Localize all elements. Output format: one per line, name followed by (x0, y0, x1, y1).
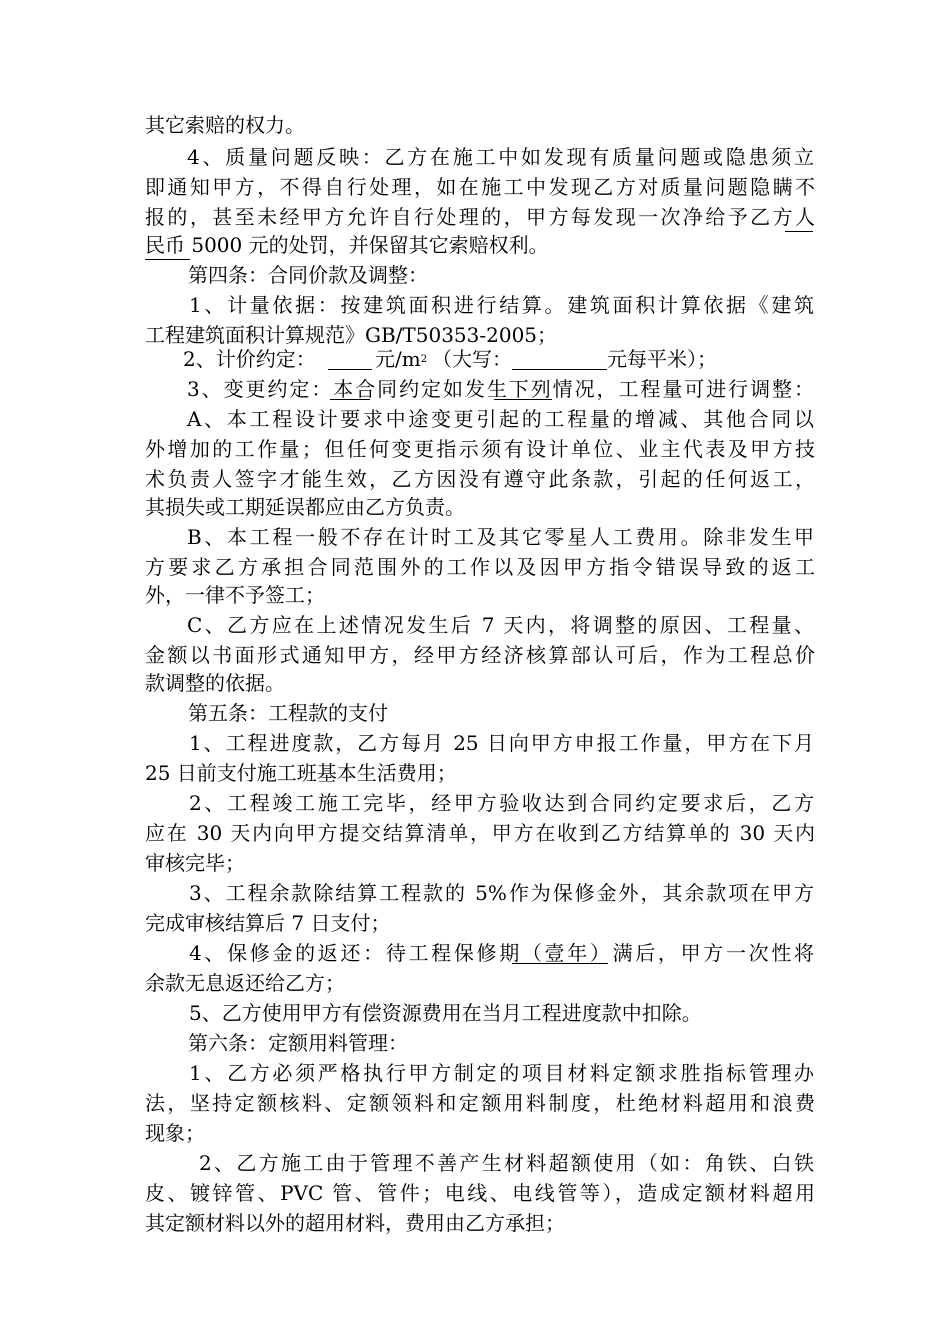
paragraph-line: 应在 30 天内向甲方提交结算清单，甲方在收到乙方结算单的 30 天内 (145, 821, 815, 845)
paragraph-line: 法，坚持定额核料、定额领料和定额用料制度，杜绝材料超用和浪费 (145, 1091, 815, 1115)
paragraph-line: 工程建筑面积计算规范》GB/T50353-2005； (145, 323, 558, 347)
paragraph-line: 审核完毕； (145, 851, 245, 875)
paragraph-line: 5、乙方使用甲方有偿资源费用在当月工程进度款中扣除。 (189, 1001, 702, 1025)
paragraph-line: 3、工程余款除结算工程款的 5%作为保修金外，其余款项在甲方 (189, 881, 814, 905)
paragraph-line: 4、质量问题反映：乙方在施工中如发现有质量问题或隐患须立 (187, 145, 814, 169)
price-unit: 元$/m^2$ (375, 347, 428, 371)
underline (494, 399, 552, 400)
price-capital-unit: 元每平米）； (607, 347, 717, 371)
paragraph-line: 其定额材料以外的超用材料，费用由乙方承担； (145, 1211, 565, 1235)
paragraph-line: 方要求乙方承担合同范围外的工作以及因甲方指令错误导致的返工 (145, 555, 815, 579)
underline (512, 963, 608, 964)
paragraph-line: 其它索赔的权力。 (145, 113, 305, 137)
price-blank-underline[interactable] (328, 369, 372, 370)
paragraph-line: 1、工程进度款，乙方每月 25 日向甲方申报工作量，甲方在下月 (189, 731, 814, 755)
capital-blank-underline[interactable] (512, 369, 607, 370)
paragraph-line: 其损失或工期延误都应由乙方负责。 (145, 495, 465, 519)
paragraph-line: 民币 5000 元的处罚，并保留其它索赔权利。 (145, 233, 549, 257)
paragraph-line: 即通知甲方，不得自行处理，如在施工中发现乙方对质量问题隐瞒不 (145, 175, 815, 199)
paragraph-line: C、乙方应在上述情况发生后 7 天内，将调整的原因、工程量、 (187, 613, 814, 637)
underline (330, 399, 370, 400)
paragraph-line: 3、变更约定：本合同约定如发生下列情况，工程量可进行调整： (187, 377, 814, 401)
paragraph-line: 1、计量依据：按建筑面积进行结算。建筑面积计算依据《建筑 (189, 293, 814, 317)
paragraph-line: 皮、镀锌管、PVC 管、管件；电线、电线管等），造成定额材料超用 (145, 1181, 815, 1205)
paragraph-line: B、本工程一般不存在计时工及其它零星人工费用。除非发生甲 (187, 525, 814, 549)
paragraph-line: A、本工程设计要求中途变更引起的工程量的增减、其他合同以 (187, 407, 814, 431)
paragraph-line: 4、保修金的返还：待工程保修期（壹年）满后，甲方一次性将 (189, 941, 814, 965)
paragraph-line: 25 日前支付施工班基本生活费用； (145, 761, 457, 785)
price-capital-label: （大写： (432, 347, 512, 371)
section-heading: 第五条：工程款的支付 (188, 701, 388, 725)
paragraph-line: 1、乙方必须严格执行甲方制定的项目材料定额求胜指标管理办 (189, 1061, 814, 1085)
paragraph-line: 金额以书面形式通知甲方，经甲方经济核算部认可后，作为工程总价 (145, 643, 815, 667)
paragraph-line: 报的，甚至未经甲方允许自行处理的，甲方每发现一次净给予乙方人 (145, 205, 815, 229)
paragraph-line: 外增加的工作量；但任何变更指示须有设计单位、业主代表及甲方技 (145, 437, 815, 461)
underline (145, 259, 190, 260)
section-heading: 第四条：合同价款及调整： (188, 263, 428, 287)
price-label: 2、计价约定： (183, 347, 316, 371)
section-heading: 第六条：定额用料管理： (188, 1031, 408, 1055)
paragraph-line: 现象； (145, 1121, 205, 1145)
paragraph-line: 余款无息返还给乙方； (145, 971, 345, 995)
paragraph-line: 款调整的依据。 (145, 671, 285, 695)
paragraph-line: 2、乙方施工由于管理不善产生材料超额使用（如：角铁、白铁 (199, 1151, 814, 1175)
paragraph-line: 外，一律不予签工； (145, 583, 325, 607)
paragraph-line: 术负责人签字才能生效，乙方因没有遵守此条款，引起的任何返工， (145, 467, 815, 491)
paragraph-line: 完成审核结算后 7 日支付； (145, 911, 391, 935)
paragraph-line: 2、工程竣工施工完毕，经甲方验收达到合同约定要求后，乙方 (189, 791, 814, 815)
underline (785, 231, 813, 232)
